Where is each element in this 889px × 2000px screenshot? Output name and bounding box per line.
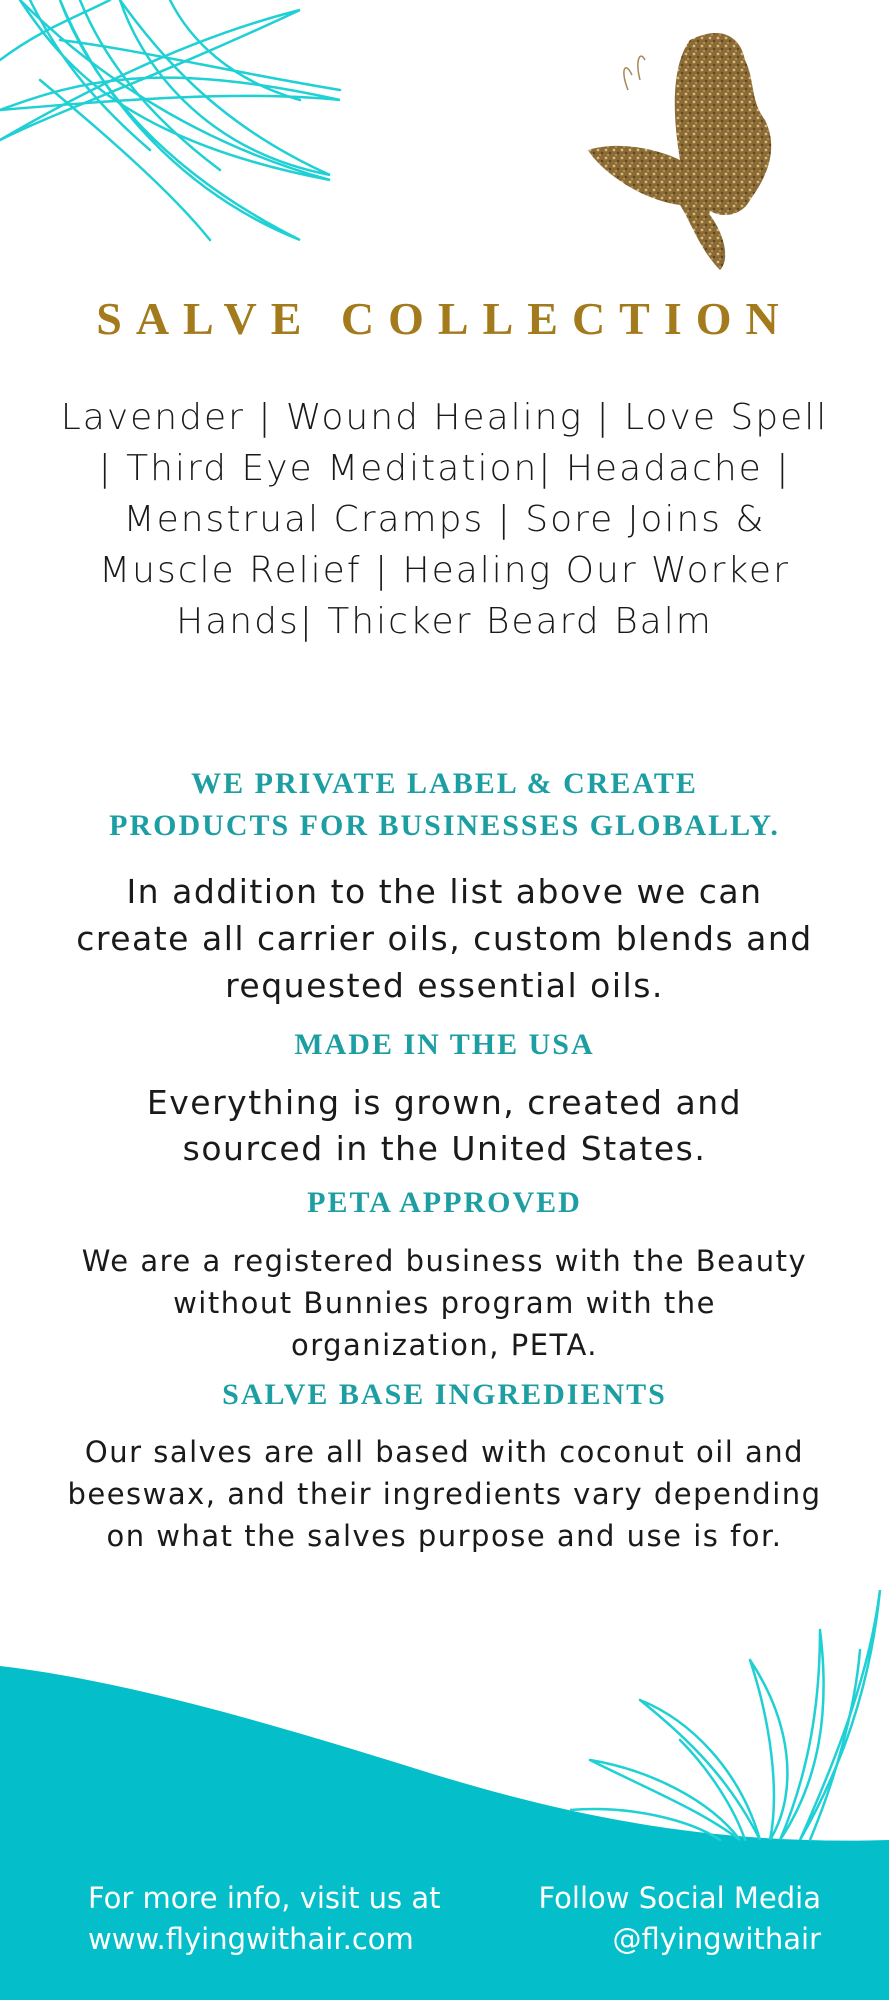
leaf-decoration-top-left <box>0 0 360 260</box>
glitter-butterfly-icon <box>580 20 820 280</box>
private-label-heading-line1: WE PRIVATE LABEL & CREATE <box>191 767 698 800</box>
salve-ingredients-body: Our salves are all based with coconut oil and beeswax, and their ingredients vary depending on what the salves purpose and use is for. <box>67 1435 822 1553</box>
footer-social-text: Follow Social Media <box>538 1881 821 1915</box>
product-list: Lavender | Wound Healing | Love Spell | Third Eye Meditation| Headache | Menstrual Cramps | Sore Joins & Muscle Relief | Healing Our Worker Hands| Thicker Beard Balm <box>60 397 829 642</box>
made-in-usa-body: Everything is grown, created and sourced in the United States. <box>146 1083 743 1168</box>
private-label-heading-line2: PRODUCTS FOR BUSINESSES GLOBALLY. <box>109 809 780 842</box>
peta-approved-heading: PETA APPROVED <box>307 1186 582 1219</box>
page-title: SALVE COLLECTION <box>96 293 793 344</box>
private-label-heading <box>40 763 849 847</box>
leaf-decoration-bottom-right <box>570 1590 889 1850</box>
footer-social-info <box>539 1878 821 1960</box>
salve-ingredients-heading: SALVE BASE INGREDIENTS <box>222 1378 667 1411</box>
made-in-usa-heading: MADE IN THE USA <box>294 1028 595 1061</box>
peta-approved-body: We are a registered business with the Beauty without Bunnies program with the organization, PETA. <box>81 1244 808 1362</box>
footer-website-info <box>88 1878 441 1960</box>
footer-info-text: For more info, visit us at <box>88 1881 441 1915</box>
footer-social-handle[interactable]: @flyingwithair <box>612 1922 821 1956</box>
private-label-body: In addition to the list above we can create all carrier oils, custom blends and requested essential oils. <box>76 872 813 1005</box>
footer-website-link[interactable]: www.flyingwithair.com <box>88 1922 414 1956</box>
